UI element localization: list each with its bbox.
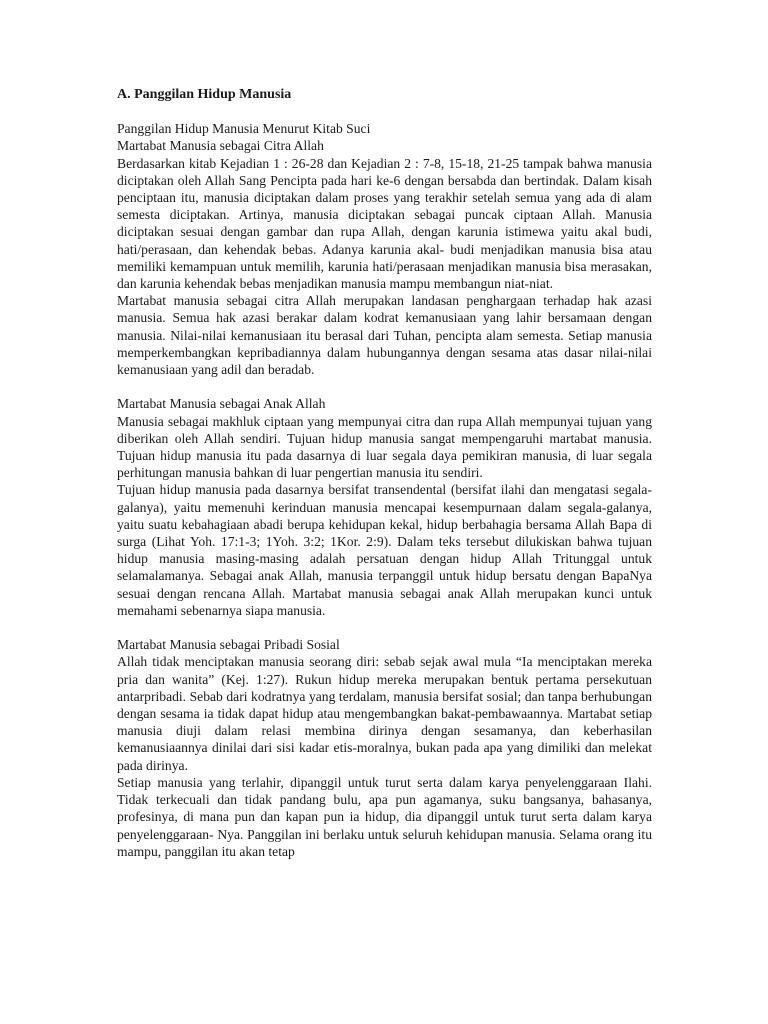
paragraph-anak-allah-1: Manusia sebagai makhluk ciptaan yang mempunyai citra dan rupa Allah mempunyai tujuan yang diberikan oleh Allah sendiri. Tujuan hidup manusia sangat mempengaruhi martabat manusia. Tujuan hidup manusia itu pada dasarnya di luar segala daya pemikiran manusia, di luar segala perhitungan manusia bahkan di luar pengertian manusia itu sendiri. — [117, 413, 652, 481]
paragraph-citra-allah-1: Berdasarkan kitab Kejadian 1 : 26-28 dan Kejadian 2 : 7-8, 15-18, 21-25 tampak bahwa manusia diciptakan oleh Allah Sang Pencipta pada hari ke-6 dengan bersabda dan bertindak. Dalam kisah penciptaan itu, manusia diciptakan dalam proses yang terakhir setelah semua yang ada di alam semesta diciptakan. Artinya, manusia diciptakan sebagai puncak ciptaan Allah. Manusia diciptakan sesuai dengan gambar dan rupa Allah, dengan karunia istimewa yaitu akal budi, hati/perasaan, dan kehendak bebas. Adanya karunia akal- budi menjadikan manusia bisa atau memiliki kemampuan untuk memilih, karunia hati/perasaan menjadikan manusia bisa merasakan, dan karunia kehendak bebas menjadikan manusia mampu membangun niat-niat. — [117, 155, 652, 292]
paragraph-gap — [117, 619, 652, 636]
subsection-title-citra-allah: Martabat Manusia sebagai Citra Allah — [117, 138, 324, 154]
subsection-title-pribadi-sosial: Martabat Manusia sebagai Pribadi Sosial — [117, 637, 340, 653]
paragraph-citra-allah-2: Martabat manusia sebagai citra Allah merupakan landasan penghargaan terhadap hak azasi manusia. Semua hak azasi berakar dalam kodrat kemanusiaan yang lahir bersamaan dengan manusia. Nilai-nilai kemanusiaan itu berasal dari Tuhan, pencipta alam semesta. Setiap manusia memperkembangkan kepribadiannya dalam hubungannya dengan sesama atas dasar nilai-nilai kemanusiaan yang adil dan beradab. — [117, 293, 652, 378]
section-citra-allah — [117, 120, 652, 378]
main-section-title: Panggilan Hidup Manusia Menurut Kitab Suci — [117, 121, 371, 137]
paragraph-pribadi-sosial-2: Setiap manusia yang terlahir, dipanggil untuk turut serta dalam karya penyelenggaraan Ilahi. Tidak terkecuali dan tidak pandang bulu, apa pun agamanya, suku bangsanya, bahasanya, profesinya, di mana pun dan kapan pun ia hidup, dia dipanggil untuk turut serta dalam karya penyelenggaraan- Nya. Panggilan ini berlaku untuk seluruh kehidupan manusia. Selama orang itu mampu, panggilan itu akan tetap — [117, 774, 652, 859]
paragraph-pribadi-sosial-1: Allah tidak menciptakan manusia seorang diri: sebab sejak awal mula “Ia menciptakan mereka pria dan wanita” (Kej. 1:27). Rukun hidup mereka merupakan bentuk pertama persekutuan antarpribadi. Sebab dari kodratnya yang terdalam, manusia bersifat sosial; dan tanpa berhubungan dengan sesama ia tidak dapat hidup atau mengembangkan bakat-pembawaannya. Martabat setiap manusia diuji dalam relasi membina dirinya dengan sesamanya, dan keberhasilan kemanusiaannya dinilai dari sisi kadar etis-moralnya, bukan pada apa yang dimiliki dan melekat pada dirinya. — [117, 654, 652, 773]
paragraph-anak-allah-2: Tujuan hidup manusia pada dasarnya bersifat transendental (bersifat ilahi dan mengatasi segala-galanya), yaitu memenuhi kerinduan manusia mencapai kesempurnaan dalam segala-galanya, yaitu suatu kebahagiaan abadi berupa kehidupan kekal, hidup berbahagia bersama Allah Bapa di surga (Lihat Yoh. 17:1-3; 1Yoh. 3:2; 1Kor. 2:9). Dalam teks tersebut dilukiskan bahwa tujuan hidup manusia masing-masing adalah persatuan dengan hidup Allah Tritunggal untuk selamalamanya. Sebagai anak Allah, manusia terpanggil untuk hidup bersatu dengan BapaNya sesuai dengan rencana Allah. Martabat manusia sebagai anak Allah merupakan kunci untuk memahami sebenarnya siapa manusia. — [117, 482, 652, 618]
document-page — [117, 86, 652, 860]
section-anak-allah — [117, 395, 652, 619]
document-heading: A. Panggilan Hidup Manusia — [117, 87, 292, 102]
subsection-title-anak-allah: Martabat Manusia sebagai Anak Allah — [117, 396, 326, 412]
paragraph-gap — [117, 378, 652, 395]
section-pribadi-sosial — [117, 636, 652, 860]
